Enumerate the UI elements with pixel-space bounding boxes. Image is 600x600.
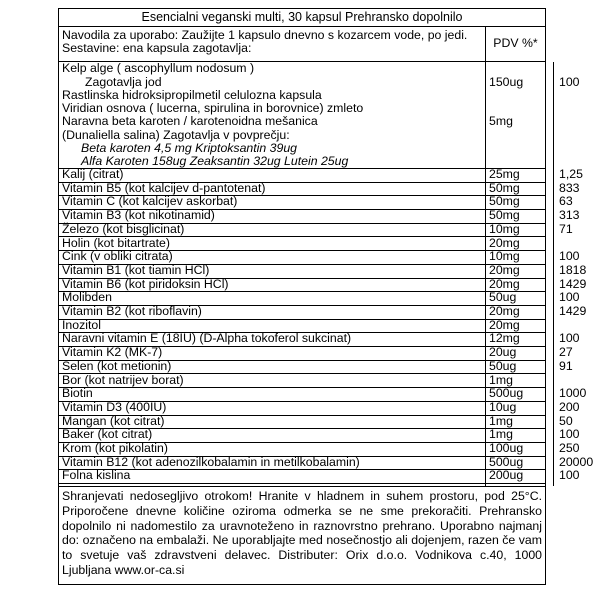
ingredient-amount: 50ug <box>489 290 517 305</box>
ingredient-name: Vitamin B5 (kot kalcijev d-pantotenat) <box>62 180 266 195</box>
ingredient-pdv: 200 <box>559 399 580 414</box>
ingredient-name: Zagotavlja jod <box>85 74 162 89</box>
table-row <box>59 155 545 170</box>
ingredient-name: (Dunaliella salina) Zagotavlja v povprečju: <box>62 127 290 142</box>
ingredient-amount: 1mg <box>489 413 513 428</box>
table-row <box>59 468 580 484</box>
ingredient-name: Mangan (kot citrat) <box>62 413 165 428</box>
ingredient-name: Vitamin D3 (400IU) <box>62 399 167 414</box>
ingredient-name: Selen (kot metionin) <box>62 358 172 373</box>
ingredient-pdv: 50 <box>559 413 573 428</box>
ingredient-pdv: 313 <box>559 208 580 223</box>
ingredient-amount: 500ug <box>489 454 524 469</box>
ingredient-name: Vitamin C (kot kalcijev askorbat) <box>62 194 238 209</box>
ingredient-amount: 20mg <box>489 317 520 332</box>
pdv-header: PDV %* <box>485 27 545 61</box>
ingredient-amount: 50mg <box>489 180 520 195</box>
ingredient-name: Železo (kot bisglicinat) <box>62 221 185 236</box>
usage-instructions <box>62 29 482 54</box>
ingredient-amount: 200ug <box>489 468 524 483</box>
ingredient-name: Vitamin K2 (MK-7) <box>62 345 163 360</box>
ingredient-amount: 20mg <box>489 276 520 291</box>
ingredient-name: Inozitol <box>62 317 101 332</box>
ingredient-name: Vitamin B2 (kot riboflavin) <box>62 304 202 318</box>
ingredient-amount: 500ug <box>489 386 524 401</box>
ingredient-pdv: 71 <box>559 221 573 236</box>
composition-text: Sestavine: ena kapsula zagotavlja: <box>62 40 252 55</box>
ingredient-amount: 20mg <box>489 235 520 250</box>
table-row <box>59 276 587 293</box>
ingredients-table <box>59 61 594 486</box>
ingredient-amount: 50ug <box>489 358 517 373</box>
table-row <box>59 374 545 389</box>
ingredient-name: Cink (v obliki citrata) <box>62 249 173 264</box>
ingredient-pdv: 100 <box>559 249 580 264</box>
ingredient-pdv: 833 <box>559 180 580 195</box>
ingredient-pdv: 1429 <box>559 304 587 318</box>
ingredient-pdv: 100 <box>559 468 580 483</box>
ingredient-pdv: 100 <box>559 74 580 89</box>
ingredient-amount: 20mg <box>489 262 520 277</box>
ingredient-name: Rastlinska hidroksipropilmetil celulozna kapsula <box>62 88 322 102</box>
ingredient-pdv: 63 <box>559 194 573 209</box>
ingredient-amount: 10ug <box>489 399 517 414</box>
ingredient-pdv: 100 <box>559 331 580 346</box>
ingredient-name: Vitamin B3 (kot nikotinamid) <box>62 208 215 223</box>
table-row <box>59 62 545 76</box>
label-header <box>59 27 545 62</box>
ingredient-name: Naravna beta karoten / karotenoidna mešanica <box>62 114 318 128</box>
ingredient-name: Naravni vitamin E (18IU) (D-Alpha tokoferol sukcinat) <box>62 331 352 346</box>
ingredient-amount: 150ug <box>489 74 524 89</box>
ingredient-name: Baker (kot citrat) <box>62 427 153 442</box>
ingredient-pdv: 1,25 <box>559 167 583 181</box>
ingredient-name: Alfa Karoten 158ug Zeaksantin 32ug Lutein 25ug <box>81 153 349 168</box>
ingredient-name: Vitamin B12 (kot adenozilkobalamin in metilkobalamin) <box>62 454 360 469</box>
table-row <box>59 304 587 320</box>
ingredient-name: Kalij (citrat) <box>62 167 124 181</box>
ingredient-amount: 25mg <box>489 167 520 181</box>
ingredient-name: Bor (kot natrijev borat) <box>62 372 184 387</box>
ingredient-pdv: 100 <box>559 290 580 305</box>
ingredient-name: Folna kislina <box>62 468 131 483</box>
ingredient-pdv: 91 <box>559 358 573 373</box>
table-row <box>59 129 545 142</box>
ingredient-name: Viridian osnova ( lucerna, spirulina in borovnice) zmleto <box>62 101 364 115</box>
table-row <box>59 115 545 129</box>
ingredient-pdv: 20000 <box>559 454 594 469</box>
footer-notice: Shranjevati nedosegljivo otrokom! Hranite v hladnem in suhem prostoru, pod 25°C. Priporočene dnevne količine oziroma odmerka se ne sme prekoračiti. Prehransko dopolnilo ni nadomestilo za uravnoteženo in raznovrstno prehrano. Uporabno najmanj do: označeno na embalaži. Ne uporabljajte med nosečnostjo ali dojenjem, razen če vam to svetuje vaš zdravstveni delavec. Distributer: Orix d.o.o. Vodnikova c.40, 1000 Ljubljana www.or-ca.si <box>59 486 545 584</box>
ingredient-amount: 50mg <box>489 208 520 223</box>
ingredient-name: Kelp alge ( ascophyllum nodosum ) <box>62 61 255 75</box>
ingredient-name: Holin (kot bitartrate) <box>62 235 170 250</box>
ingredient-pdv: 250 <box>559 441 580 455</box>
ingredient-amount: 1mg <box>489 372 513 387</box>
ingredient-pdv: 1818 <box>559 262 587 277</box>
ingredient-amount: 20mg <box>489 304 520 318</box>
ingredient-name: Beta karoten 4,5 mg Kriptoksantin 39ug <box>81 140 298 155</box>
ingredient-pdv: 1429 <box>559 276 587 291</box>
table-row <box>59 74 580 90</box>
ingredient-amount: 20ug <box>489 345 517 360</box>
ingredient-amount: 50mg <box>489 194 520 209</box>
ingredient-pdv: 100 <box>559 427 580 442</box>
ingredient-amount: 10mg <box>489 221 520 236</box>
ingredient-name: Vitamin B1 (kot tiamin HCl) <box>62 262 210 277</box>
column-divider <box>553 62 554 486</box>
ingredient-amount: 12mg <box>489 331 520 346</box>
ingredient-name: Molibden <box>62 290 112 305</box>
supplement-label <box>58 8 594 585</box>
ingredient-pdv: 1000 <box>559 386 587 401</box>
ingredient-name: Vitamin B6 (kot piridoksin HCl) <box>62 276 229 291</box>
product-title: Esencialni veganski multi, 30 kapsul Prehransko dopolnilo <box>59 9 545 27</box>
ingredient-amount: 1mg <box>489 427 513 442</box>
usage-text: Navodila za uporabo: Zaužijte 1 kapsulo dnevno s kozarcem vode, po jedi. <box>62 28 468 42</box>
ingredient-amount: 10mg <box>489 249 520 264</box>
ingredient-amount: 5mg <box>489 114 513 128</box>
ingredient-name: Krom (kot pikolatin) <box>62 441 168 455</box>
ingredient-amount: 100ug <box>489 441 524 455</box>
ingredient-pdv: 27 <box>559 345 573 360</box>
table-row <box>59 454 594 471</box>
table-row <box>59 142 545 155</box>
ingredient-name: Biotin <box>62 386 93 401</box>
